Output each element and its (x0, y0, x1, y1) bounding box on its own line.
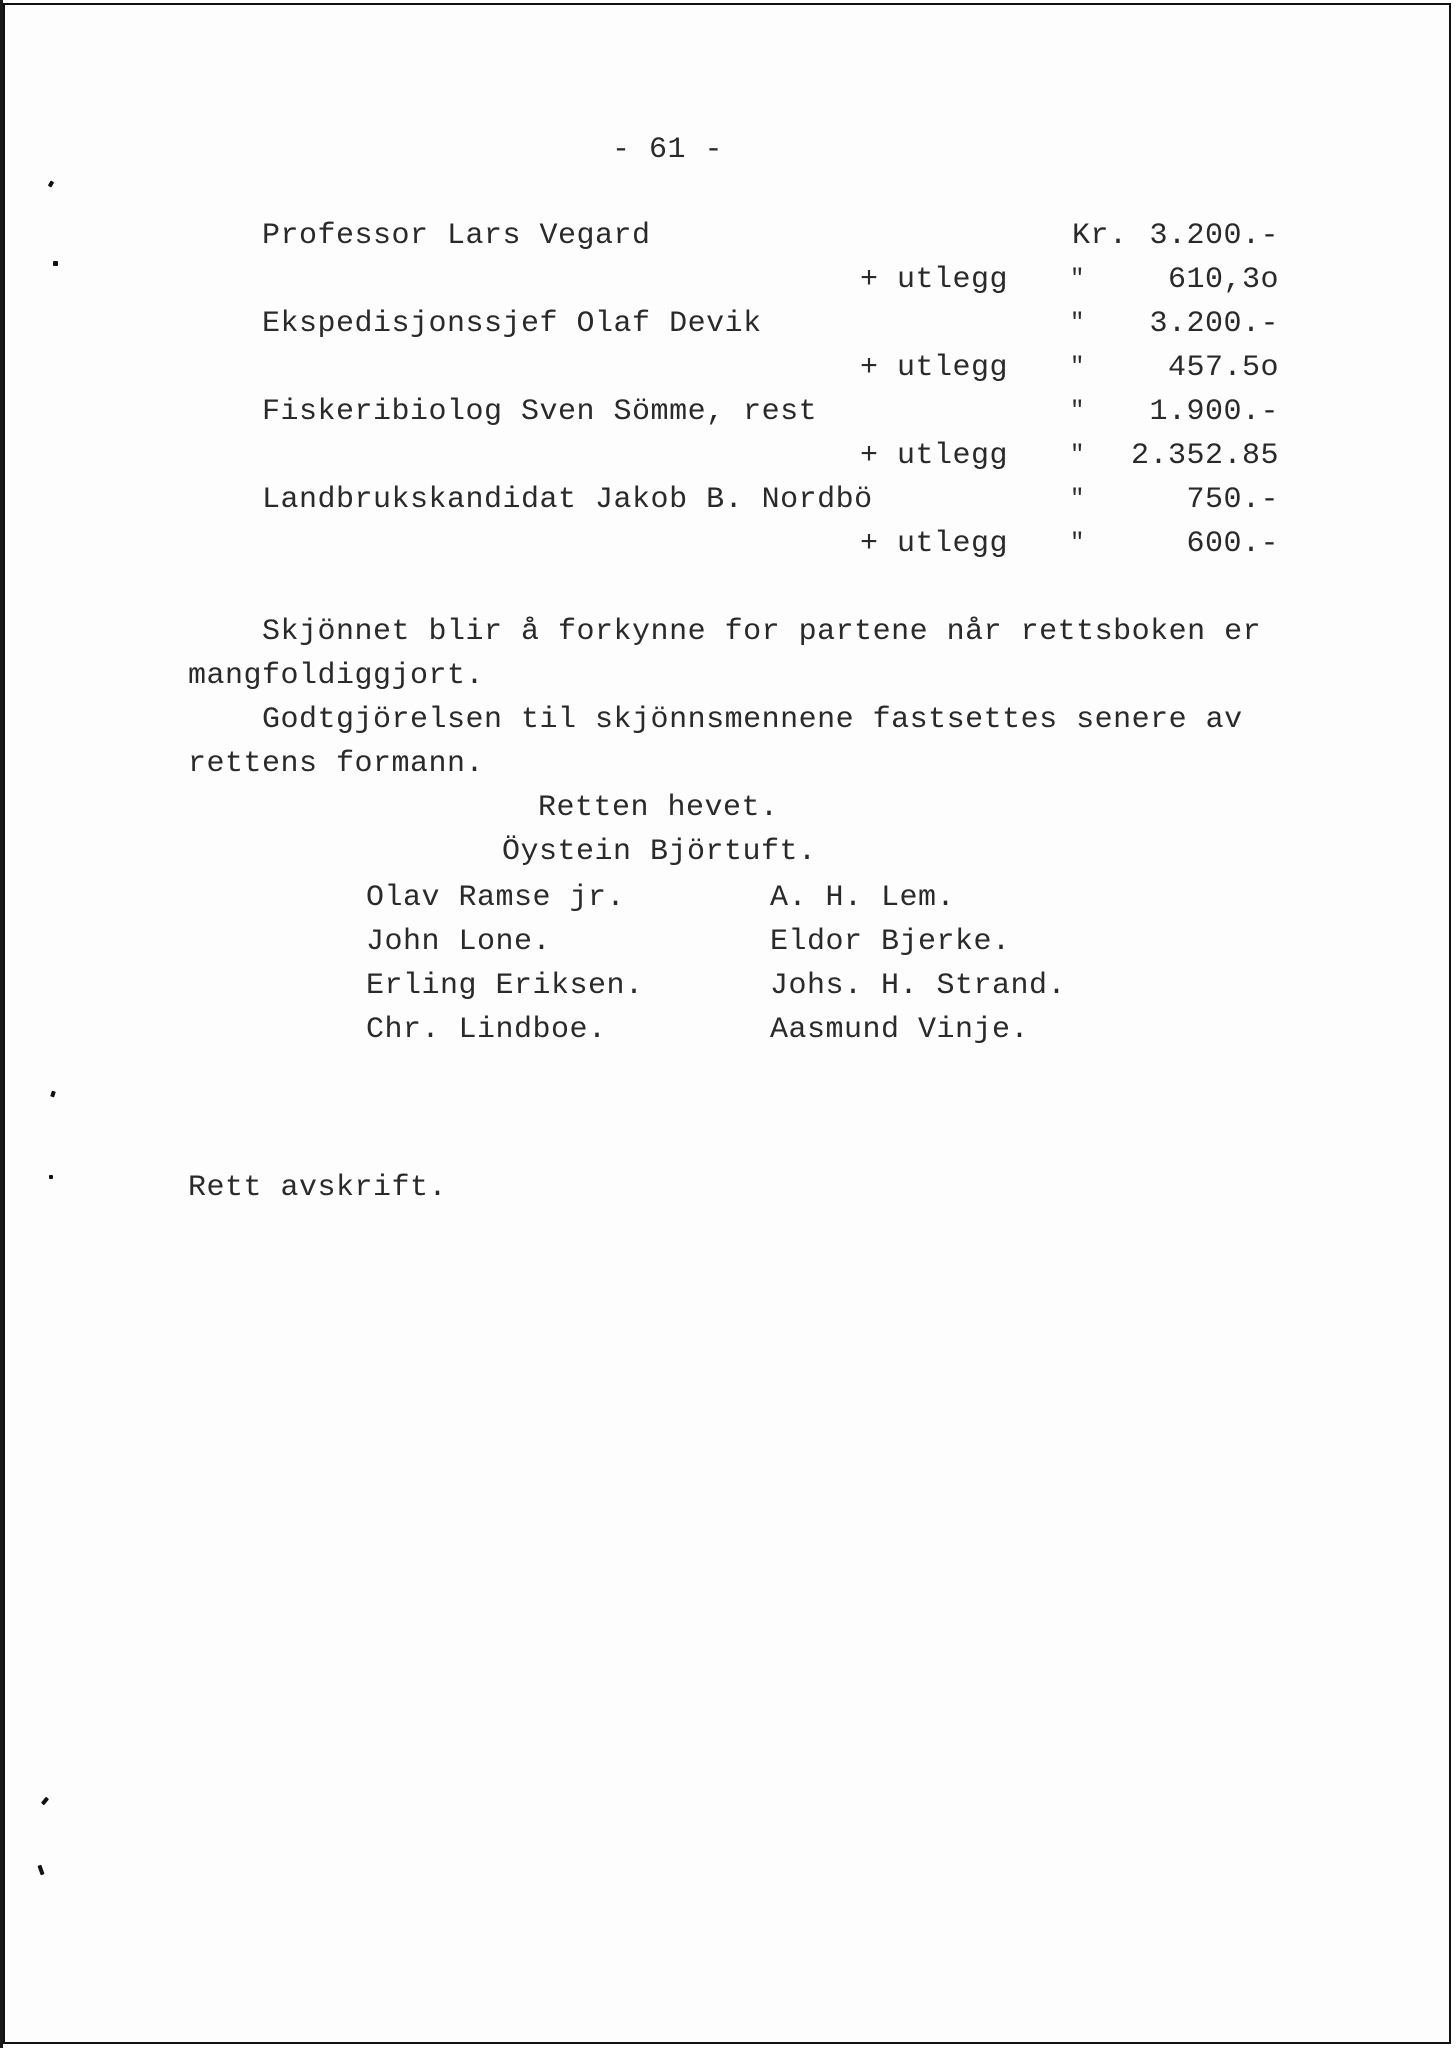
signatory: Erling Eriksen. (366, 969, 644, 1003)
paragraph-line: Godtgjörelsen til skjönnsmennene fastsettes senere av (262, 703, 1243, 737)
expense-amount: 600.- (1186, 527, 1279, 561)
page-number: - 61 - (612, 133, 724, 167)
expense-amount: 2.352.85 (1130, 439, 1279, 473)
fee-amount: 750.- (1186, 483, 1279, 517)
scan-speck (49, 1175, 53, 1179)
expense-amount: 610,3o (1167, 263, 1279, 297)
expense-label: + utlegg (860, 527, 1009, 561)
signatory: Aasmund Vinje. (770, 1013, 1030, 1047)
ditto-mark: " (1070, 486, 1085, 513)
signatory: Chr. Lindboe. (366, 1013, 607, 1047)
signatory: John Lone. (366, 925, 552, 959)
expense-amount: 457.5o (1167, 351, 1279, 385)
fee-amount: 3.200.- (1149, 219, 1279, 253)
presiding-judge: Öystein Björtuft. (502, 835, 817, 869)
court-adjourned: Retten hevet. (538, 791, 779, 825)
payee-name: Professor Lars Vegard (262, 219, 651, 253)
fee-amount: 1.900.- (1149, 395, 1279, 429)
scan-speck (53, 261, 58, 266)
expense-label: + utlegg (860, 439, 1009, 473)
payee-name: Fiskeribiolog Sven Sömme, rest (262, 395, 818, 429)
ditto-mark: " (1070, 266, 1085, 293)
ditto-mark: " (1070, 530, 1085, 557)
payee-name: Ekspedisjonssjef Olaf Devik (262, 307, 762, 341)
payee-name: Landbrukskandidat Jakob B. Nordbö (262, 483, 873, 517)
scan-speck (41, 1797, 49, 1806)
signatory: Olav Ramse jr. (366, 881, 626, 915)
paragraph-line: Skjönnet blir å forkynne for partene når rettsboken er (262, 615, 1262, 649)
scan-speck (37, 1865, 44, 1876)
ditto-mark: " (1070, 398, 1085, 425)
paragraph-line: mangfoldiggjort. (188, 659, 485, 693)
signatory: A. H. Lem. (770, 881, 956, 915)
expense-label: + utlegg (860, 351, 1009, 385)
fee-amount: 3.200.- (1149, 307, 1279, 341)
ditto-mark: " (1070, 354, 1085, 381)
ditto-mark: " (1070, 442, 1085, 469)
ditto-mark: " (1070, 310, 1085, 337)
scan-speck (48, 180, 54, 187)
signatory: Johs. H. Strand. (770, 969, 1067, 1003)
scan-speck (50, 1090, 56, 1097)
paragraph-line: rettens formann. (188, 747, 485, 781)
signatory: Eldor Bjerke. (770, 925, 1011, 959)
currency-label: Kr. (1072, 219, 1128, 253)
expense-label: + utlegg (860, 263, 1009, 297)
certification-note: Rett avskrift. (188, 1171, 448, 1205)
